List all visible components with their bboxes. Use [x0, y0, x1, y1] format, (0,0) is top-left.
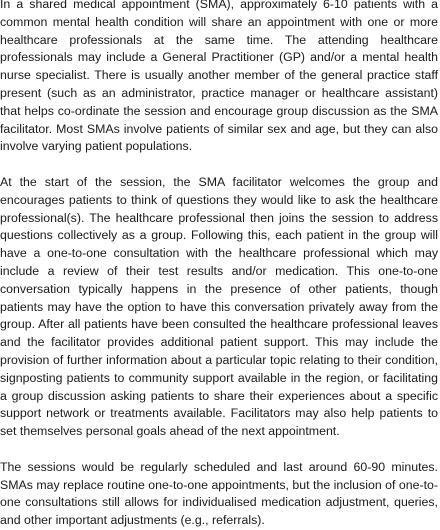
paragraph-session-structure: At the start of the session, the SMA facilitator welcomes the group and encourages patients to think of questions they would like to ask the healthcare professional(s). The healthcare professional then joins the session to address questions collectively as a group. Following this, each patient in the group will have a one-to-one consultation with the healthcare professional which may include a review of their test results and/or medication. This one-to-one conversation typically happens in the presence of other patients, though patients may have the option to have this conversation privately away from the group. After all patients have been consulted the healthcare professional leaves and the facilitator provides additional patient support. This may include the provision of further information about a particular topic relating to their condition, signposting patients to community support available in the region, or facilitating a group discussion asking patients to share their experiences about a specific support network or treatments available. Facilitators may also help patients to set themselves personal goals ahead of the next appointment. — [0, 174, 438, 439]
paragraph-scheduling: The sessions would be regularly scheduled and last around 60-90 minutes. SMAs may replace routine one-to-one appointments, but the inclusion of one-to-one consultations still allows for individualised medication adjustment, queries, and other important adjustments (e.g., referrals). — [0, 459, 438, 528]
paragraph-sma-overview: In a shared medical appointment (SMA), approximately 6-10 patients with a common mental health condition will share an appointment with one or more healthcare professionals at the same time. The attending healthcare professionals may include a General Practitioner (GP) and/or a mental health nurse specialist. There is usually another member of the general practice staff present (such as an administrator, practice manager or healthcare assistant) that helps co-ordinate the session and encourage group discussion as the SMA facilitator. Most SMAs involve patients of similar sex and age, but they can also involve varying patient populations. — [0, 0, 438, 154]
